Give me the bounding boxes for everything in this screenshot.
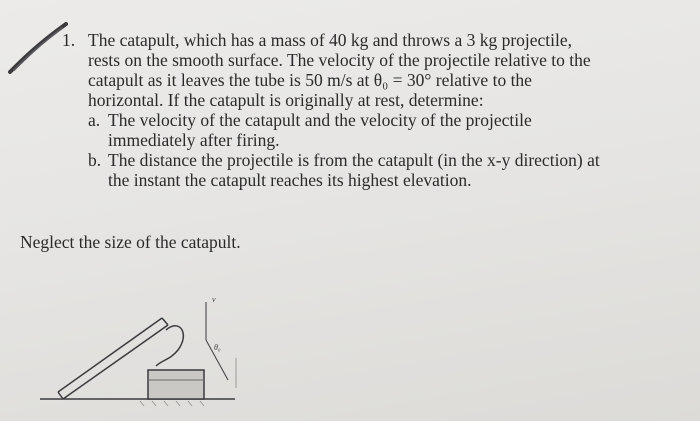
note-text: Neglect the size of the catapult.	[20, 232, 241, 252]
velocity-label: v	[212, 295, 216, 304]
problem-line-2: rests on the smooth surface. The velocity of the projectile relative to the	[88, 50, 591, 70]
problem-number: 1.	[62, 30, 76, 50]
part-b-line-1: The distance the projectile is from the catapult (in the x-y direction) at	[108, 150, 600, 170]
problem-statement	[62, 30, 692, 190]
catapult-base	[148, 370, 204, 399]
ground-hatch	[140, 401, 204, 406]
catapult-figure	[30, 288, 250, 421]
part-a	[62, 110, 692, 150]
part-a-label: a.	[88, 110, 101, 130]
problem-line-1: The catapult, which has a mass of 40 kg and throws a 3 kg projectile,	[88, 30, 573, 50]
problem-line-3: catapult as it leaves the tube is 50 m/s at θ₀ = 30° relative to the	[88, 70, 532, 90]
part-a-line-2: immediately after firing.	[108, 130, 280, 150]
part-b-label: b.	[88, 150, 102, 170]
part-a-line-1: The velocity of the catapult and the velocity of the projectile	[108, 110, 532, 130]
part-b-line-2: the instant the catapult reaches its highest elevation.	[108, 170, 472, 190]
angle-label: θ₀	[214, 343, 221, 352]
problem-line-4: horizontal. If the catapult is originally at rest, determine:	[88, 90, 484, 110]
support-arm	[156, 326, 183, 366]
part-b	[62, 150, 692, 190]
